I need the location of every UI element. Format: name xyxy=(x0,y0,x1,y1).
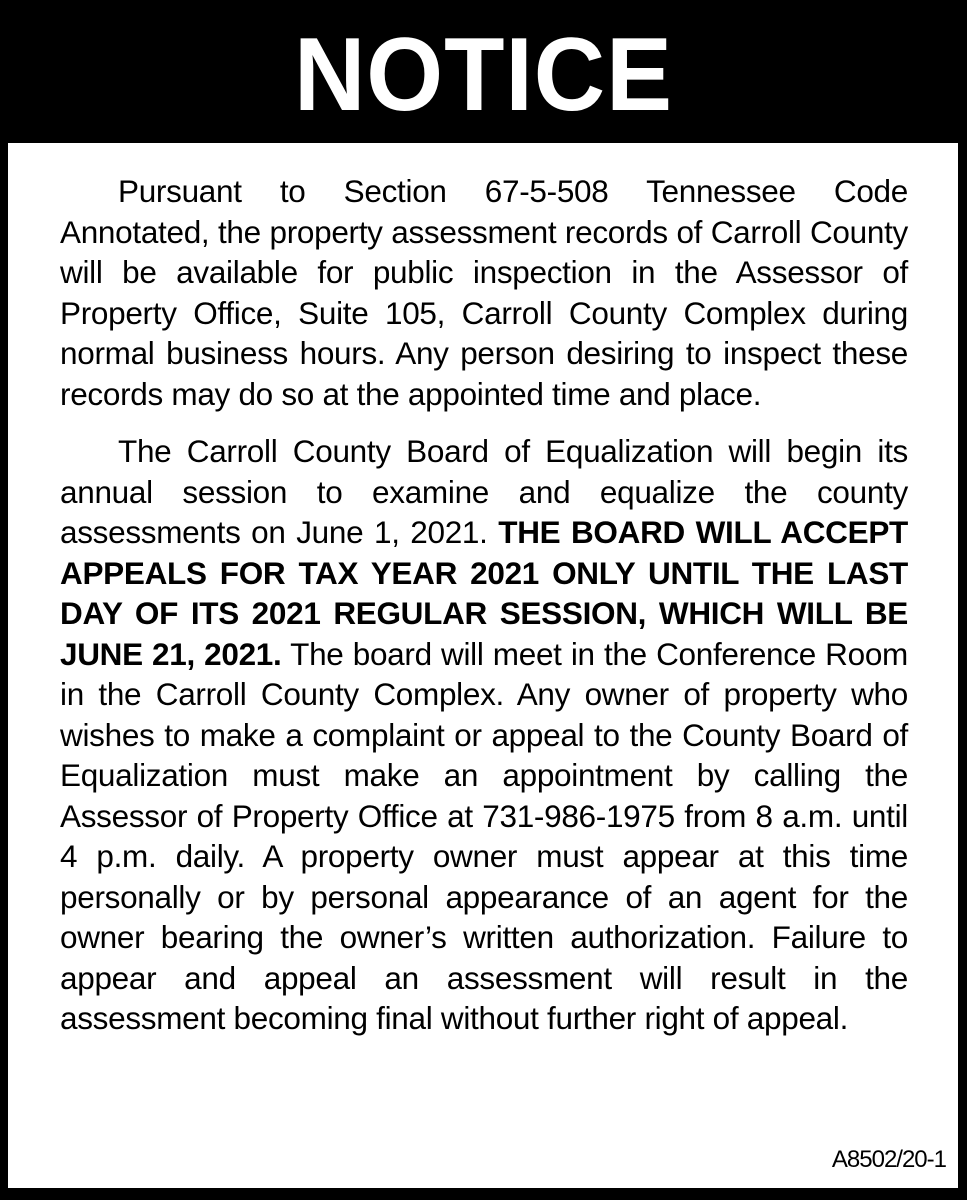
notice-header xyxy=(0,0,967,143)
paragraph-text: The Carroll County Board of Equalization will begin its annual session to examine and equalize the county assessments on June 1, 2021. xyxy=(60,433,908,550)
paragraph-inspection: Pursuant to Section 67-5-508 Tennessee Code Annotated, the property assessment records of Carroll County will be available for public inspection in the Assessor of Property Office, Suite 105, Carroll County Complex during normal business hours. Any person desiring to inspect these records may do so at the appointed time and place. xyxy=(60,173,908,412)
paragraph-board-of-equalization xyxy=(60,431,908,1039)
notice-body xyxy=(8,143,958,1188)
paragraph-text: The board will meet in the Conference Room in the Carroll County Complex. Any owner of property who wishes to make a complaint or appeal to the County Board of Equalization must make an appointment by calling the Assessor of Property Office at 731-986-1975 from 8 a.m. until 4 p.m. daily. A property owner must appear at this time personally or by personal appearance of an agent for the owner bearing the owner’s written authorization. Failure to appear and appeal an assessment will result in the assessment becoming final without further right of appeal. xyxy=(60,635,908,1036)
reference-code: A8502/20-1 xyxy=(831,1146,946,1173)
notice-title: NOTICE xyxy=(294,16,673,133)
appeal-deadline-emphasis: THE BOARD WILL ACCEPT APPEALS FOR TAX YEAR 2021 ONLY UNTIL THE LAST DAY OF ITS 2021 REGULAR SESSION, WHICH WILL BE JUNE 21, 2021. xyxy=(60,514,908,672)
